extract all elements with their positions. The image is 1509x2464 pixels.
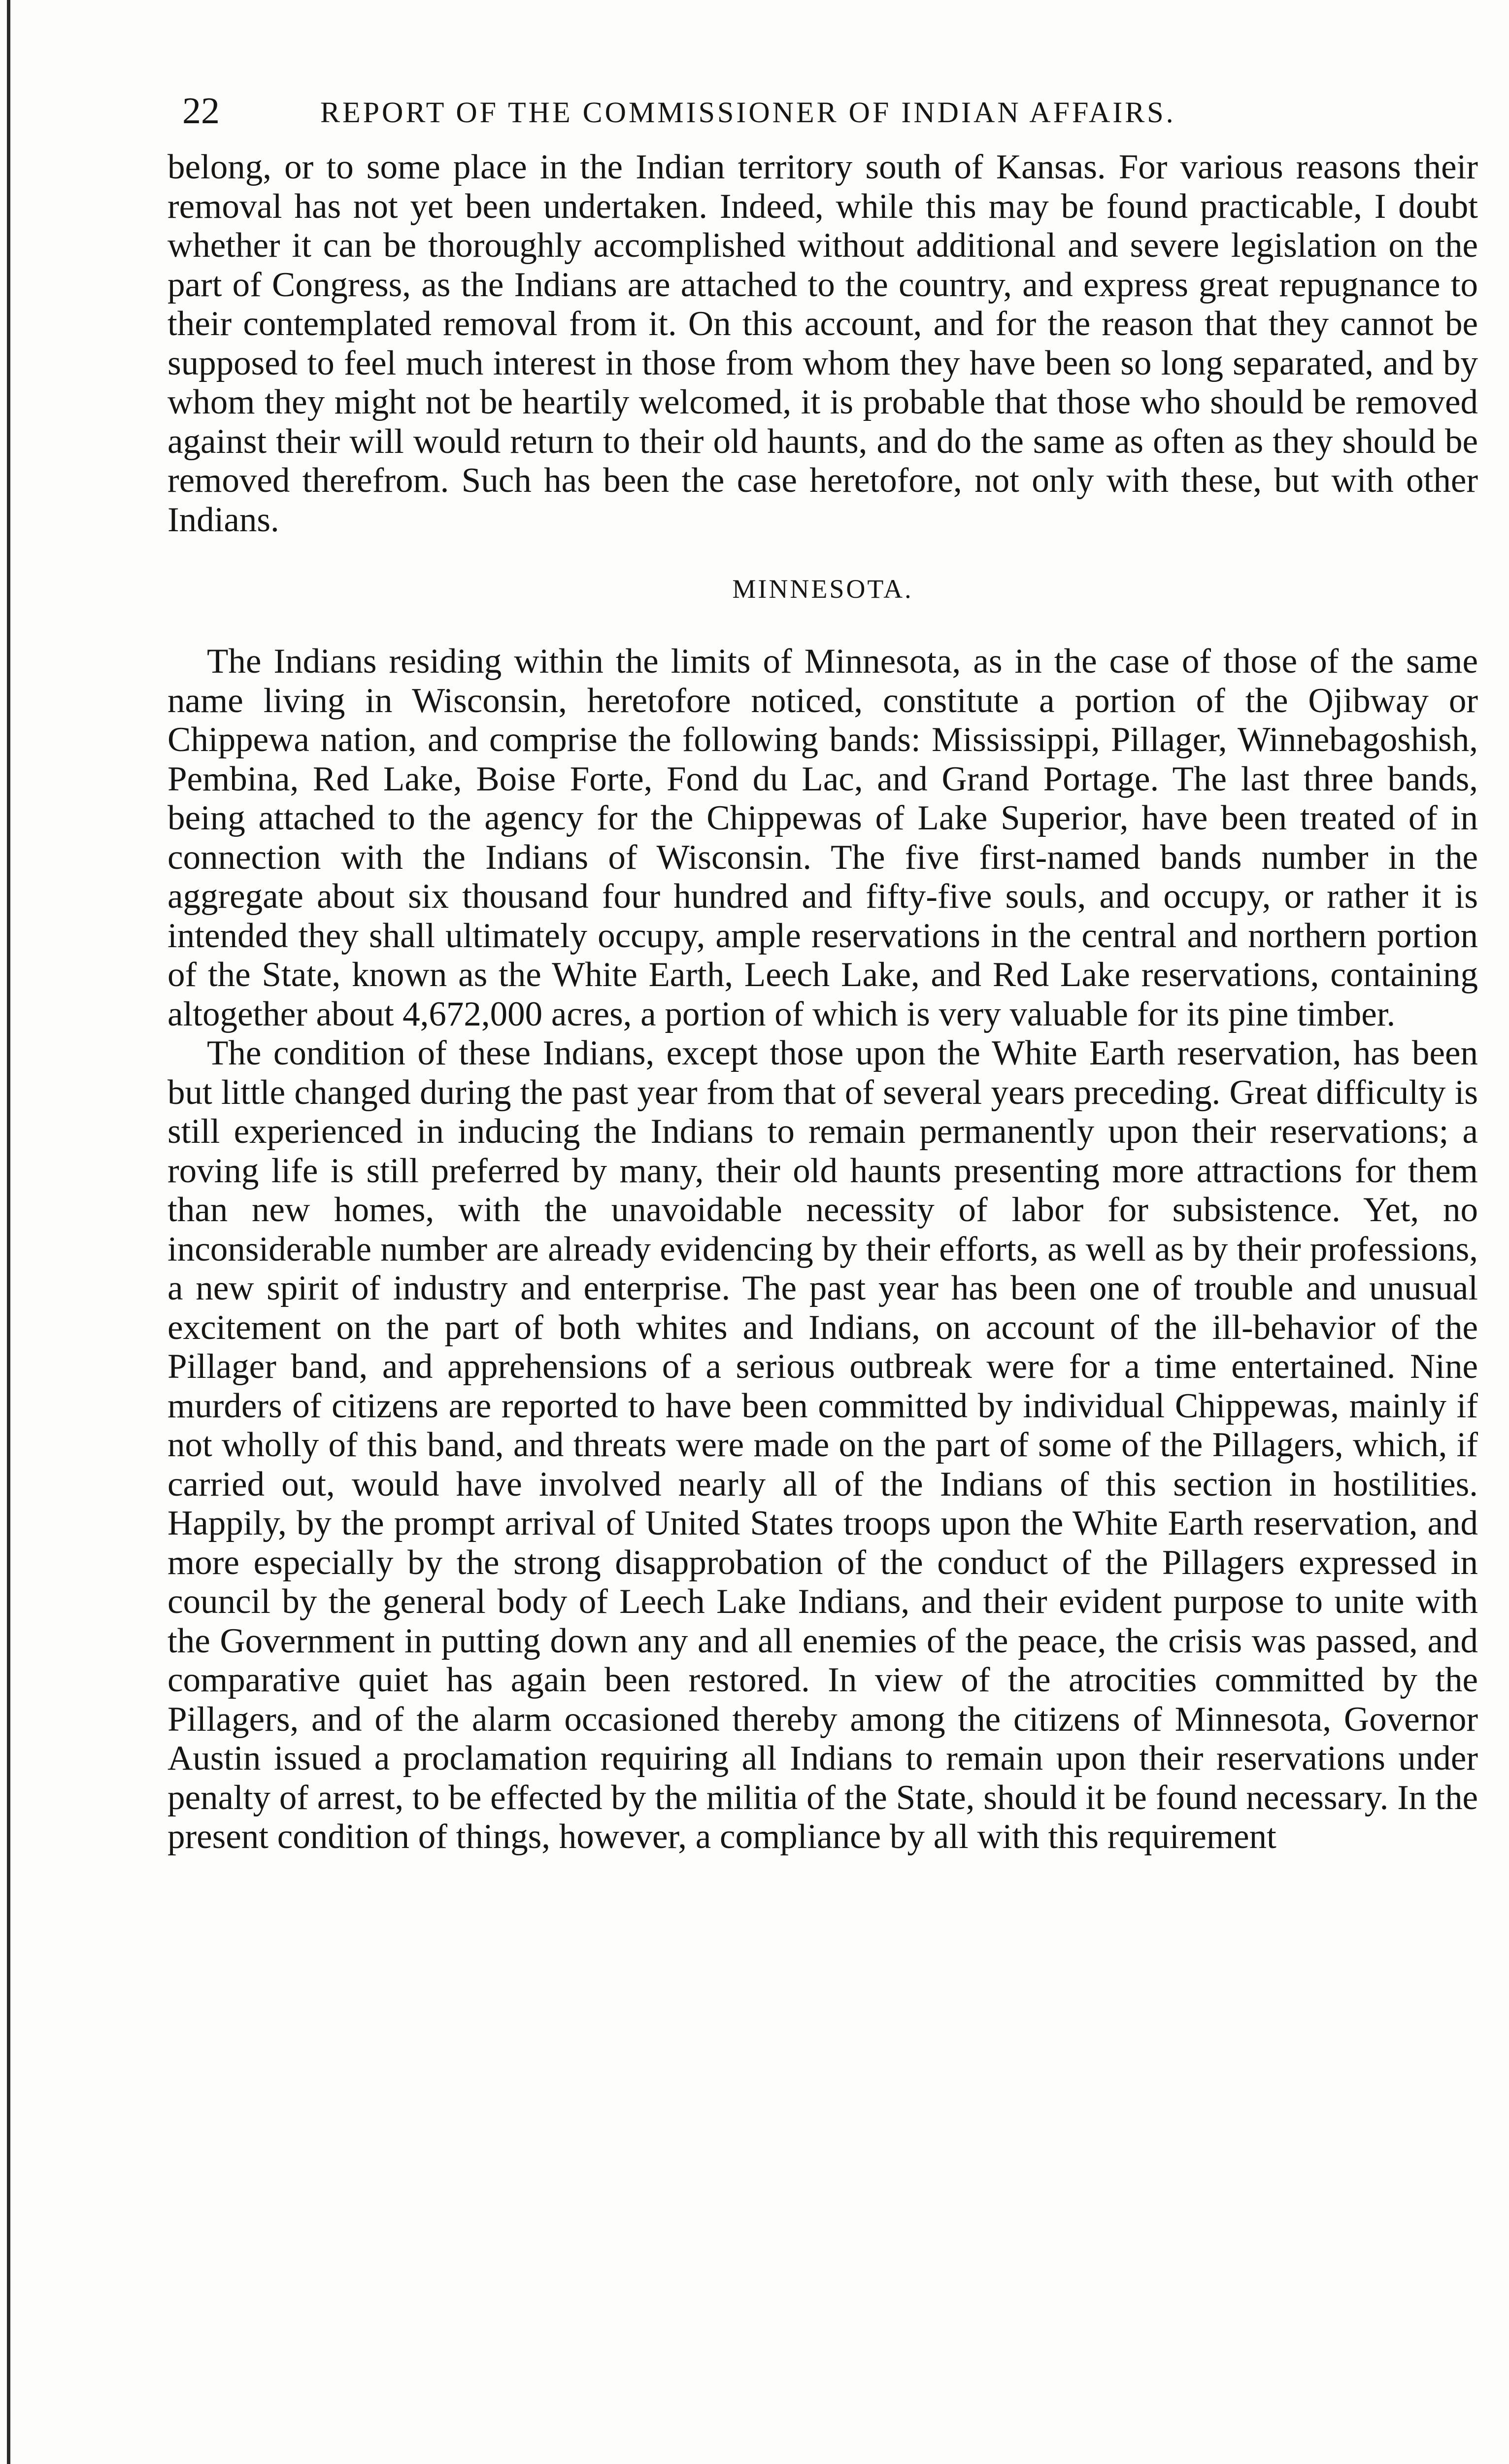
page-edge-rule xyxy=(7,0,10,2464)
paragraph-continuation: belong, or to some place in the Indian territory south of Kansas. For various reasons their removal has not yet been undertaken. Indeed, while this may be found practicable, I doubt whether it can be thoroughly accomplished without additional and severe legislation on the part of Congress, as the Indians are attached to the country, and express great repugnance to their contemplated removal from it. On this account, and for the reason that they cannot be supposed to feel much interest in those from whom they have been so long separated, and by whom they might not be heartily welcomed, it is probable that those who should be removed against their will would return to their old haunts, and do the same as often as they should be removed therefrom. Such has been the case heretofore, not only with these, but with other Indians. xyxy=(168,148,1478,539)
page-number: 22 xyxy=(182,90,220,132)
body-text xyxy=(168,148,1478,1857)
paragraph-minnesota-2: The condition of these Indians, except those upon the White Earth reservation, has been but little changed during the past year from that of several years preceding. Great difficulty is still experienced in inducing the Indians to remain permanently upon their reservations; a roving life is still preferred by many, their old haunts presenting more attractions for them than new homes, with the unavoidable necessity of labor for subsistence. Yet, no inconsiderable number are already evidencing by their efforts, as well as by their professions, a new spirit of industry and enterprise. The past year has been one of trouble and unusual excitement on the part of both whites and Indians, on account of the ill-behavior of the Pillager band, and apprehensions of a serious outbreak were for a time entertained. Nine murders of citizens are reported to have been committed by individual Chippewas, mainly if not wholly of this band, and threats were made on the part of some of the Pillagers, which, if carried out, would have involved nearly all of the Indians of this section in hostilities. Happily, by the prompt arrival of United States troops upon the White Earth reservation, and more especially by the strong disapprobation of the conduct of the Pillagers expressed in council by the general body of Leech Lake Indians, and their evident purpose to unite with the Government in putting down any and all enemies of the peace, the crisis was passed, and comparative quiet has again been restored. In view of the atrocities committed by the Pillagers, and of the alarm occasioned thereby among the citizens of Minnesota, Governor Austin issued a proclamation requiring all Indians to remain upon their reservations under penalty of arrest, to be effected by the militia of the State, should it be found necessary. In the present condition of things, however, a compliance by all with this requirement xyxy=(168,1034,1478,1856)
paragraph-minnesota-1: The Indians residing within the limits of Minnesota, as in the case of those of the same name living in Wisconsin, heretofore noticed, constitute a portion of the Ojibway or Chippewa nation, and comprise the following bands: Mississippi, Pillager, Winnebagoshish, Pembina, Red Lake, Boise Forte, Fond du Lac, and Grand Portage. The last three bands, being attached to the agency for the Chippewas of Lake Superior, have been treated of in connection with the Indians of Wisconsin. The five first-named bands number in the aggregate about six thousand four hundred and fifty-five souls, and occupy, or rather it is intended they shall ultimately occupy, ample reservations in the central and northern portion of the State, known as the White Earth, Leech Lake, and Red Lake reservations, containing altogether about 4,672,000 acres, a portion of which is very valuable for its pine timber. xyxy=(168,642,1478,1033)
document-page xyxy=(168,79,1478,1857)
running-title: REPORT OF THE COMMISSIONER OF INDIAN AFFAIRS. xyxy=(320,96,1176,129)
section-heading-minnesota: MINNESOTA. xyxy=(732,574,913,604)
running-header xyxy=(168,79,1478,148)
